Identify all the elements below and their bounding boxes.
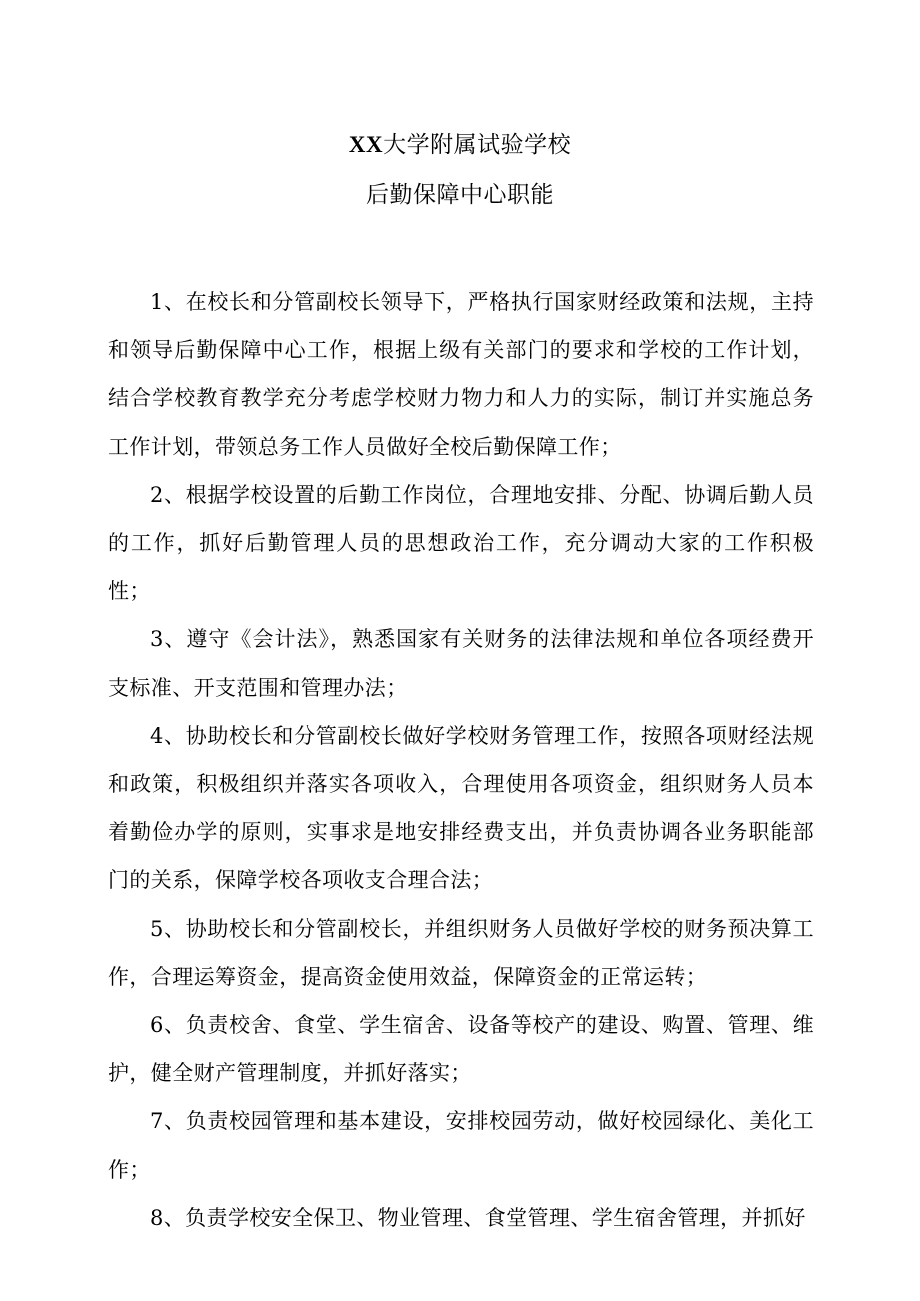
title-school-name: 大学附属试验学校 [383,132,572,158]
paragraph-2: 2、根据学校设置的后勤工作岗位，合理地安排、分配、协调后勤人员的工作，抓好后勤管理人员的思想政治工作，充分调动大家的工作积极性； [108,482,814,604]
paragraph-1: 1、在校长和分管副校长领导下，严格执行国家财经政策和法规，主持和领导后勤保障中心工作，根据上级有关部门的要求和学校的工作计划，结合学校教育教学充分考虑学校财力物力和人力的实际，制订并实施总务工作计划，带领总务工作人员做好全校后勤保障工作； [108,290,814,459]
document-title-department: 后勤保障中心职能 [366,182,554,208]
paragraph-8: 8、负责学校安全保卫、物业管理、食堂管理、学生宿舍管理，并抓好 [150,1205,806,1230]
title-prefix: XX [348,132,384,157]
paragraph-5: 5、协助校长和分管副校长，并组织财务人员做好学校的财务预决算工作，合理运筹资金，提高资金使用效益，保障资金的正常运转； [108,916,814,989]
paragraph-3: 3、遵守《会计法》，熟悉国家有关财务的法律法规和单位各项经费开支标准、开支范围和管理办法； [108,627,814,700]
document-body [108,278,814,1242]
document-title-school [0,130,920,160]
paragraph-4: 4、协助校长和分管副校长做好学校财务管理工作，按照各项财经法规和政策，积极组织并落实各项收入，合理使用各项资金，组织财务人员本着勤俭办学的原则，实事求是地安排经费支出，并负责协调各业务职能部门的关系，保障学校各项收支合理合法； [108,723,814,893]
paragraph-7: 7、负责校园管理和基本建设，安排校园劳动，做好校园绿化、美化工作； [108,1109,814,1182]
paragraph-6: 6、负责校舍、食堂、学生宿舍、设备等校产的建设、购置、管理、维护，健全财产管理制度，并抓好落实； [108,1013,814,1086]
